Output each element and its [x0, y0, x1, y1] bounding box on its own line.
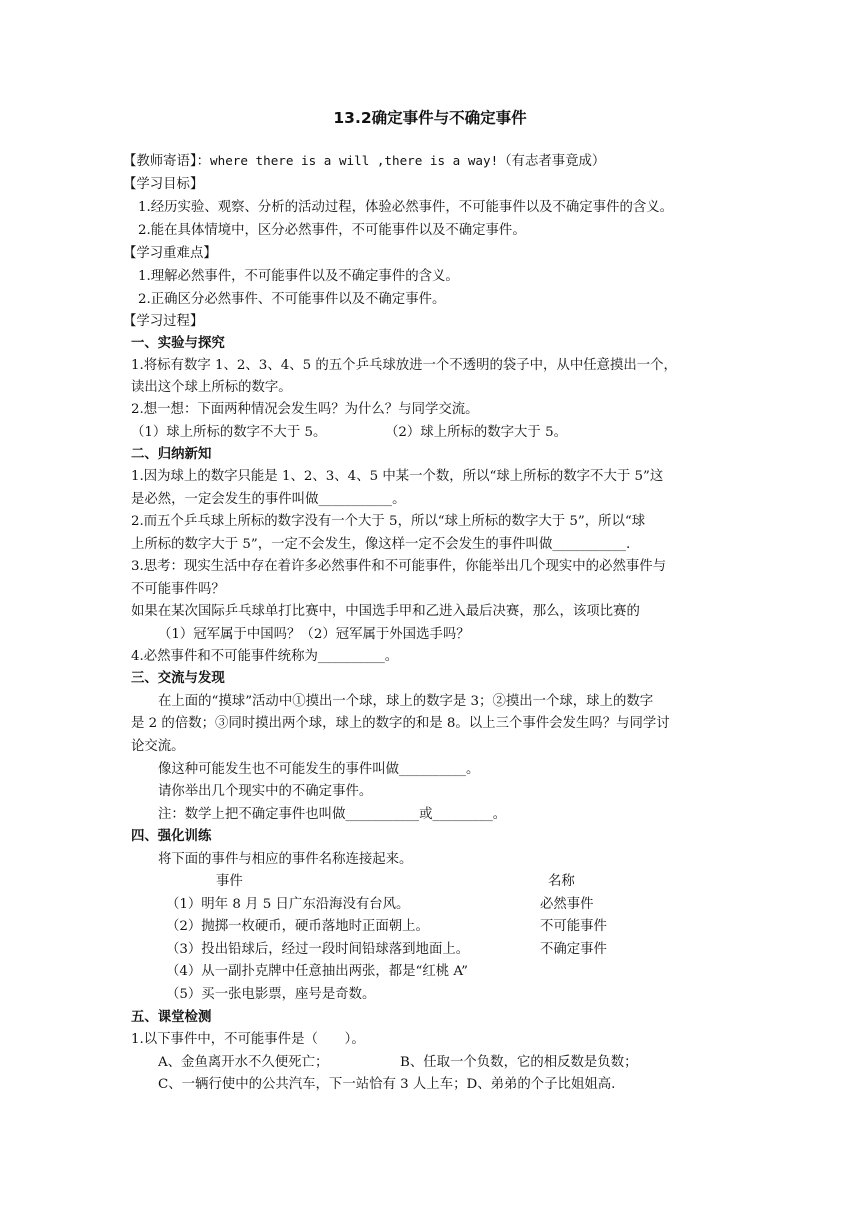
- s2-line: 是必然，一定会发生的事件叫做___________。: [131, 492, 406, 507]
- goal-item: 1.经历实验、观察、分析的活动过程，体验必然事件，不可能事件以及不确定事件的含义。: [138, 200, 674, 215]
- event-item: （2）抛掷一枚硬币，硬币落地时正面朝上。: [166, 919, 429, 934]
- event-name: 不可能事件: [540, 919, 607, 934]
- s1-line: 读出这个球上所标的数字。: [131, 380, 292, 395]
- s3-line: 论交流。: [131, 739, 185, 754]
- event-item: （1）明年 8 月 5 日广东沿海没有台风。: [166, 897, 410, 912]
- event-item: （3）投出铅球后，经过一段时间铅球落到地面上。: [166, 942, 470, 957]
- s1-line: 1.将标有数字 1、2、3、4、5 的五个乒乓球放进一个不透明的袋子中，从中任意摸出一个，: [131, 358, 677, 373]
- s2-line: 2.而五个乒乓球上所标的数字没有一个大于 5，所以“球上所标的数字大于 5”，所以“球: [131, 514, 646, 529]
- goal-item: 2.能在具体情境中，区分必然事件，不可能事件以及不确定事件。: [138, 223, 526, 238]
- column-header-name: 名称: [548, 874, 575, 889]
- teacher-message: [123, 151, 605, 172]
- s2-line: 1.因为球上的数字只能是 1、2、3、4、5 中某一个数，所以“球上所标的数字不大于 5”这: [131, 469, 664, 484]
- s4-intro: 将下面的事件与相应的事件名称连接起来。: [158, 852, 413, 867]
- goals-header: 【学习目标】: [123, 177, 204, 192]
- teacher-quote-zh: （有志者事竟成）: [498, 154, 606, 169]
- s2-line: 3.思考：现实生活中存在着许多必然事件和不可能事件，你能举出几个现实中的必然事件与: [131, 559, 667, 574]
- s2-line: 上所标的数字大于 5”，一定不会发生，像这样一定不会发生的事件叫做___________.: [131, 537, 631, 552]
- event-name: 不确定事件: [540, 942, 607, 957]
- option-b: B、任取一个负数，它的相反数是负数；: [400, 1055, 638, 1070]
- s1-option-1: （1）球上所标的数字不大于 5。: [131, 425, 327, 440]
- keypoint-item: 1.理解必然事件，不可能事件以及不确定事件的含义。: [138, 269, 459, 284]
- s2-line: （1）冠军属于中国吗？（2）冠军属于外国选手吗？: [158, 627, 470, 642]
- column-header-event: 事件: [216, 874, 243, 889]
- s2-line: 不可能事件吗？: [131, 582, 225, 597]
- s1-line: 2.想一想：下面两种情况会发生吗？为什么？与同学交流。: [131, 402, 479, 417]
- event-name: 必然事件: [540, 897, 594, 912]
- section-5-header: 五、课堂检测: [131, 1010, 212, 1025]
- s3-line: 像这种可能发生也不可能发生的事件叫做__________。: [158, 762, 480, 777]
- keypoint-item: 2.正确区分必然事件、不可能事件以及不确定事件。: [138, 292, 446, 307]
- event-item: （5）买一张电影票，座号是奇数。: [166, 987, 376, 1002]
- option-c-d: C、一辆行使中的公共汽车，下一站恰有 3 人上车；D、弟弟的个子比姐姐高.: [158, 1077, 616, 1092]
- section-3-header: 三、交流与发现: [131, 671, 225, 686]
- section-1-header: 一、实验与探究: [131, 336, 225, 351]
- event-item: （4）从一副扑克牌中任意抽出两张，都是“红桃 A”: [166, 964, 468, 979]
- teacher-quote: where there is a will ,there is a way!: [210, 153, 499, 168]
- s2-line: 如果在某次国际乒乓球单打比赛中，中国选手甲和乙进入最后决赛，那么，该项比赛的: [131, 604, 640, 619]
- s2-line: 4.必然事件和不可能事件统称为__________。: [131, 649, 399, 664]
- s3-line: 请你举出几个现实中的不确定事件。: [158, 784, 373, 799]
- s3-line: 是 2 的倍数；③同时摸出两个球，球上的数字的和是 8。以上三个事件会发生吗？与同学讨: [131, 716, 670, 731]
- page-title: 13.2确定事件与不确定事件: [333, 109, 527, 127]
- s3-line: 注：数学上把不确定事件也叫做___________或_________。: [158, 807, 507, 822]
- option-a: A、金鱼离开水不久便死亡；: [158, 1055, 329, 1070]
- section-4-header: 四、强化训练: [131, 829, 212, 844]
- keypoints-header: 【学习重难点】: [123, 246, 217, 261]
- question-1: 1.以下事件中，不可能事件是（ ）。: [131, 1032, 365, 1047]
- s3-line: 在上面的“摸球”活动中①摸出一个球，球上的数字是 3；②摸出一个球，球上的数字: [158, 694, 654, 709]
- teacher-label: 【教师寄语】：: [123, 154, 211, 169]
- process-header: 【学习过程】: [123, 314, 204, 329]
- s1-option-2: （2）球上所标的数字大于 5。: [385, 425, 567, 440]
- section-2-header: 二、归纳新知: [131, 447, 212, 462]
